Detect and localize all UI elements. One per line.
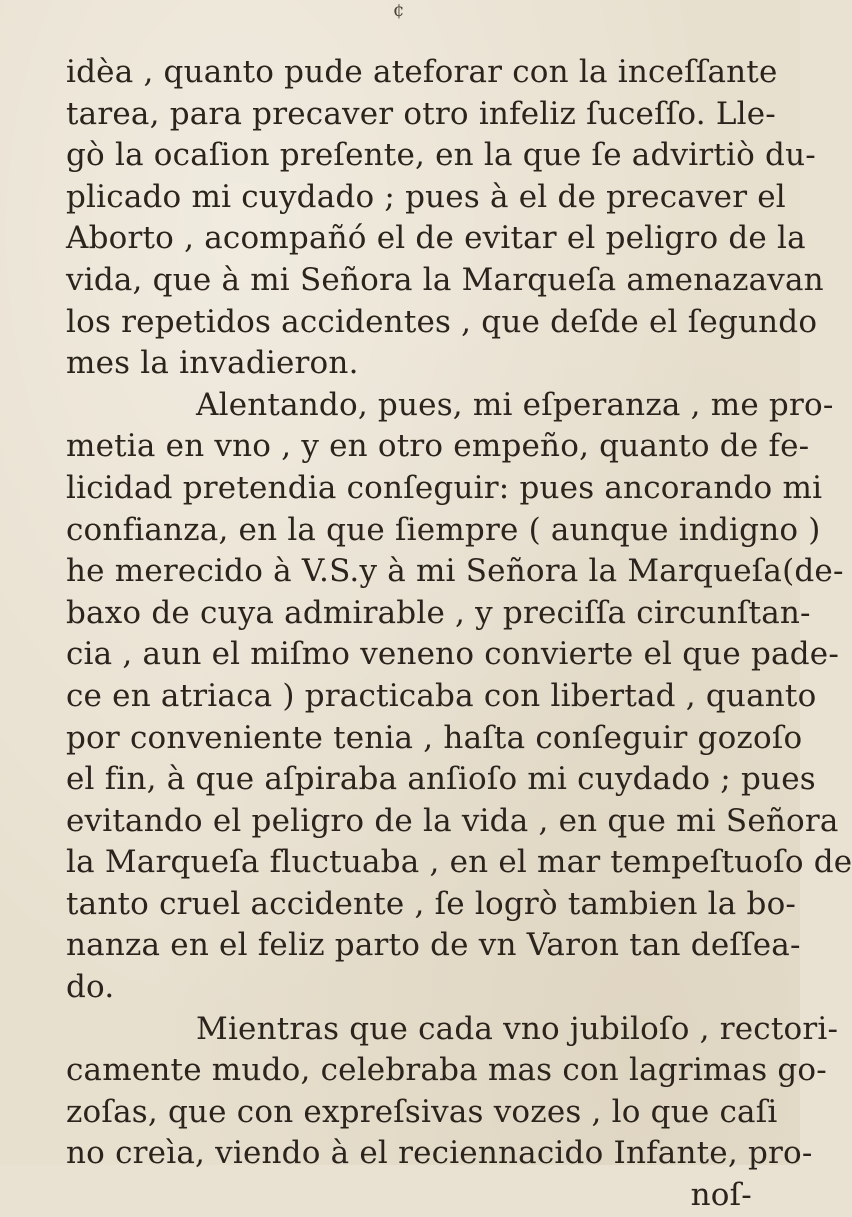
text-line: ce en atriaca ) practicaba con libertad , quanto — [66, 677, 817, 714]
text-line: he merecido à V.S.y à mi Señora la Marqueſa(de- — [66, 553, 844, 590]
text-line: noſ- — [690, 1177, 752, 1214]
text-line: confianza, en la que ſiempre ( aunque indigno ) — [66, 511, 821, 548]
text-line: idèa , quanto pude ateforar con la inceſſante — [66, 54, 778, 90]
text-line: no creìa, viendo à el reciennacido Infante, pro- — [66, 1135, 813, 1172]
text-line: Mientras que cada vno jubiloſo , rectori- — [196, 1010, 839, 1047]
text-line: por conveniente tenia , haſta conſeguir gozoſo — [66, 719, 803, 756]
page-mark: ¢ — [393, 0, 405, 21]
text-line: Aborto , acompañó el de evitar el peligro de la — [66, 220, 806, 257]
text-line: evitando el peligro de la vida , en que mi Señora — [66, 802, 839, 839]
text-line: do. — [66, 969, 115, 1006]
text-line: mes la invadieron. — [66, 345, 359, 382]
text-line: tarea, para precaver otro infeliz ſuceſſo. Lle- — [66, 95, 776, 132]
text-line: vida, que à mi Señora la Marqueſa amenazavan — [66, 261, 824, 298]
text-line: los repetidos accidentes , que deſde el ſegundo — [66, 303, 818, 340]
text-line: nanza en el feliz parto de vn Varon tan deſſea- — [66, 927, 801, 964]
text-line: licidad pretendia conſeguir: pues ancorando mi — [66, 469, 823, 506]
text-line: zoſas, que con expreſsivas vozes , lo que caſi — [66, 1093, 778, 1130]
text-line: baxo de cuya admirable , y preciſſa circunſtan- — [66, 594, 811, 631]
text-line: el fin, à que aſpiraba anſioſo mi cuydado ; pues — [66, 761, 816, 798]
text-line: metia en vno , y en otro empeño, quanto de fe- — [66, 428, 810, 465]
text-line: camente mudo, celebraba mas con lagrimas go- — [66, 1052, 827, 1089]
text-line: la Marqueſa fluctuaba , en el mar tempeſtuoſo de — [66, 844, 852, 881]
body-text — [66, 52, 852, 1217]
text-line: plicado mi cuydado ; pues à el de precaver el — [66, 178, 786, 215]
text-line: gò la ocaſion preſente, en la que ſe advirtiò du- — [66, 137, 816, 174]
text-line: Alentando, pues, mi eſperanza , me pro- — [196, 386, 834, 423]
text-line: cia , aun el miſmo veneno convierte el que pade- — [66, 636, 840, 673]
text-line: tanto cruel accidente , ſe logrò tambien la bo- — [66, 885, 797, 922]
